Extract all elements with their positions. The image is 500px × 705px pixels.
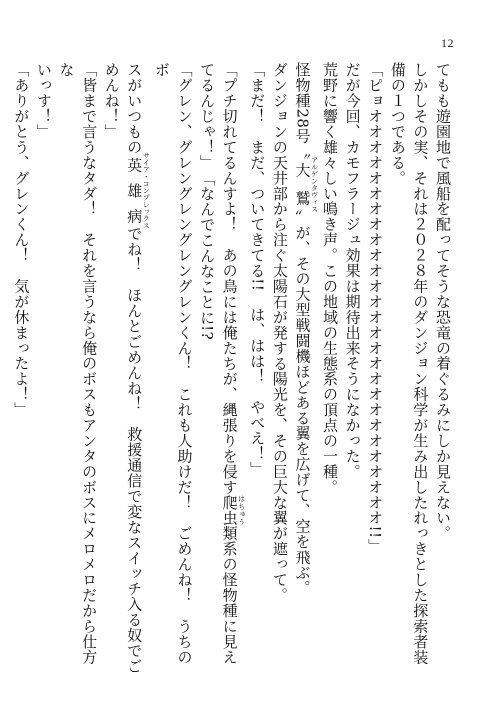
text-fragment: 類系の怪物種に見え xyxy=(220,525,239,665)
ruby-reading: アルゲンタヴィス xyxy=(310,156,319,213)
text-line: 「ピョオオオオオオオオオオオオオオオオオオオオオオオオオオオ!!」 xyxy=(366,62,385,554)
ruby-reading: はちゅう xyxy=(237,494,246,526)
text-fragment: でね！ ほんとごめんね！ 救援通信で変なスイッチ入る奴でご xyxy=(125,225,144,674)
text-line: だが今回、カモフラージュ効果は期待出来そうになかった。 xyxy=(343,62,362,480)
ruby-base: 大鷲 xyxy=(293,156,312,213)
quote-open: 〝 xyxy=(293,143,312,160)
text-line: てもも遊園地で風船を配ってそうな恐竜の着ぐるみにしか見えない。 xyxy=(434,62,452,541)
text-line: しかしその実、それは２０２８年のダンジョン科学が生み出したれっきとした探索者装 xyxy=(411,62,430,665)
text-line-with-ruby xyxy=(123,62,151,674)
quote-close: 〟 xyxy=(293,209,312,225)
text-line: 「皆まで言うなタダ！ それを言うなら俺のボスもアンタのボスにメロメロだから仕方な xyxy=(57,62,99,665)
text-line: ダンジョンの天井部から注ぐ太陽石が発する陽光を、その巨大な翼が遮って。 xyxy=(270,62,289,603)
ruby-base: 爬虫 xyxy=(220,494,239,526)
ruby-eiyu xyxy=(125,151,151,229)
ruby-hachu xyxy=(220,494,246,526)
text-line: いっす！」 xyxy=(34,62,53,140)
text-line-with-ruby xyxy=(218,62,246,674)
ruby-ookami xyxy=(293,156,319,213)
text-line: めんね！」 xyxy=(102,62,121,140)
text-line-with-ruby xyxy=(291,62,319,674)
text-fragment: 「プチ切れてるんすよ！ あの鳥には俺たちが、縄張りを侵す xyxy=(220,62,239,495)
text-fragment: が、その大型戦闘機ほどある翼を広げて、空を飛ぶ。 xyxy=(293,224,312,596)
text-line: 「グレン、グレングレングレングレンくん！ これも人助けだ！ ごめんね！ うちのボ xyxy=(152,62,194,665)
text-line: てるんじゃ！」 「なんでこんなことに!? xyxy=(198,62,217,341)
text-line: 備の１つである。 xyxy=(388,62,407,186)
text-line: 「まだ！ まだ、ついてきてる!! は、はは！ やべえ！」 xyxy=(248,62,267,477)
ruby-reading: サイア・コンプレックス xyxy=(142,151,151,229)
text-line: 荒野に響く雄々しい鳴き声。この地域の生態系の頂点の一種。 xyxy=(321,62,340,495)
vertical-text-body xyxy=(12,62,454,674)
text-fragment: スがいつもの xyxy=(125,62,144,155)
page-number: 12 xyxy=(441,36,454,50)
text-line: 「ありがとう、グレンくん！ 気が休まったよ！」 xyxy=(12,62,31,418)
text-fragment: 怪物種28号 xyxy=(293,62,312,144)
ruby-base: 英雄病 xyxy=(125,151,144,229)
